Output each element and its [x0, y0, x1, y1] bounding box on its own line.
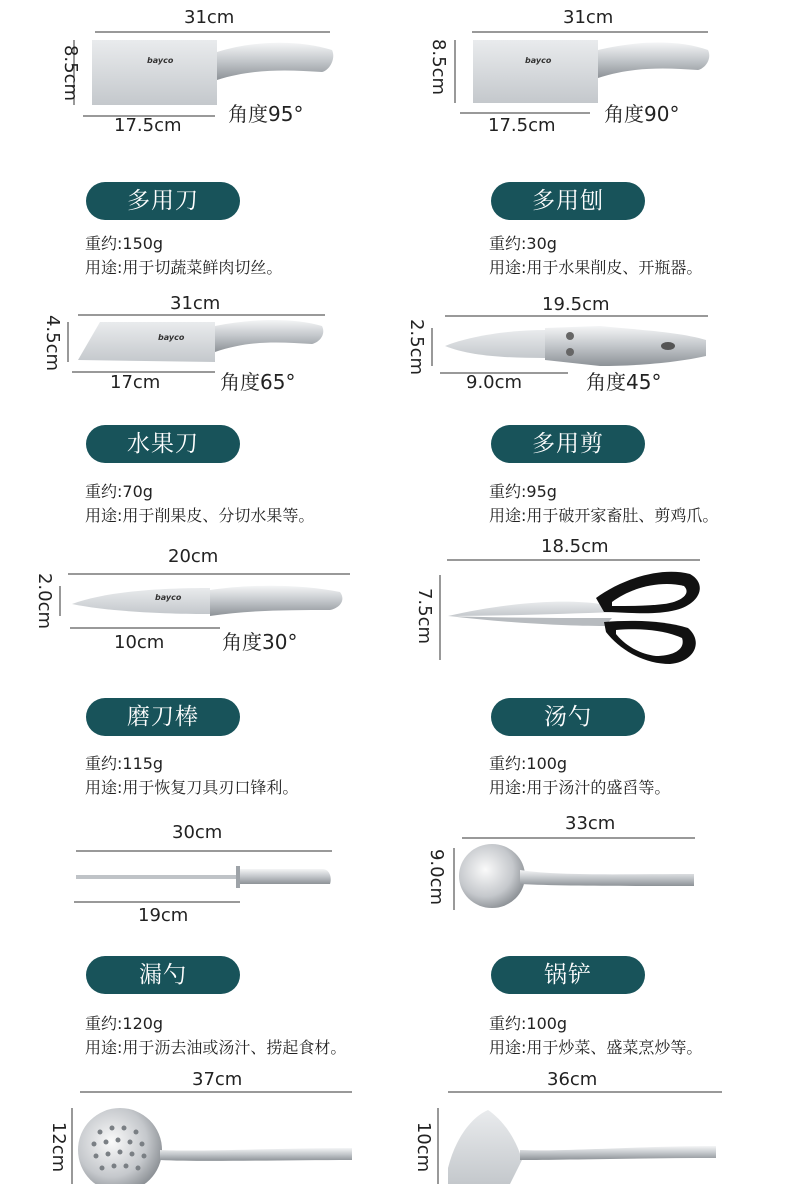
item8-usage: 用途:用于炒菜、盛菜烹炒等。 [489, 1038, 703, 1057]
pill-item6-name: 汤勺 [491, 698, 645, 736]
item3-info [85, 480, 314, 528]
item1-weight: 重约:150g [85, 234, 164, 253]
item1-length: 31cm [184, 7, 235, 28]
cleaver-image-right [473, 40, 709, 103]
pill-item7-name: 漏勺 [86, 956, 240, 994]
turner-image [448, 1110, 716, 1184]
bottom-right-height: 10cm [413, 1121, 434, 1173]
pill-item3-name: 水果刀 [86, 425, 240, 463]
brand-logo: bayco [158, 333, 185, 342]
item5-blade-length: 10cm [114, 632, 165, 653]
item8-length: 33cm [565, 813, 616, 834]
item8-weight: 重约:100g [489, 1014, 568, 1033]
item8-info [489, 1012, 702, 1060]
item3-height: 4.5cm [42, 314, 63, 372]
item4-usage: 用途:用于破开家畜肚、剪鸡爪。 [489, 506, 719, 525]
item5-height: 2.0cm [34, 572, 55, 630]
bottom-right-length: 36cm [547, 1069, 598, 1090]
item8-height: 9.0cm [426, 848, 447, 906]
item2-angle: 角度90° [604, 102, 680, 126]
item5-info [85, 752, 298, 800]
item6-length: 18.5cm [541, 536, 609, 557]
item2-weight: 重约:30g [489, 234, 557, 253]
bottom-left-height: 12cm [48, 1121, 69, 1173]
item3-blade-length: 17cm [110, 372, 161, 393]
item7-info [85, 1012, 346, 1060]
item1-angle: 角度95° [228, 102, 304, 126]
item6-info [489, 752, 670, 800]
item2-info [489, 232, 702, 280]
item5-weight: 重约:115g [85, 754, 164, 773]
item3-length: 31cm [170, 293, 221, 314]
santoku-image [78, 320, 323, 362]
brand-logo: bayco [155, 593, 182, 602]
item1-info [85, 232, 282, 280]
item2-height: 8.5cm [428, 38, 449, 96]
pill-item8-name: 锅铲 [491, 956, 645, 994]
item7-usage: 用途:用于沥去油或汤汁、捞起食材。 [85, 1038, 347, 1057]
item6-usage: 用途:用于汤汁的盛舀等。 [489, 778, 671, 797]
brand-logo: bayco [525, 56, 552, 65]
soup-ladle-image [459, 844, 694, 908]
pill-item4-name: 多用剪 [491, 425, 645, 463]
brand-logo: bayco [147, 56, 174, 65]
item4-weight: 重约:95g [489, 482, 557, 501]
item4-info [489, 480, 718, 528]
pill-item5-name: 磨刀棒 [86, 698, 240, 736]
item3-angle: 角度65° [220, 370, 296, 394]
item4-angle: 角度45° [586, 370, 662, 394]
item7-blade-length: 19cm [138, 905, 189, 926]
item4-blade-length: 9.0cm [466, 372, 523, 393]
item3-weight: 重约:70g [85, 482, 153, 501]
scissors-image [448, 572, 700, 664]
paring-knife-image [72, 586, 342, 616]
cleaver-image-left [92, 40, 333, 105]
pill-item1-name: 多用刀 [86, 182, 240, 220]
item6-weight: 重约:100g [489, 754, 568, 773]
item1-height: 8.5cm [60, 44, 81, 102]
peeler-image [445, 326, 706, 366]
item7-length: 30cm [172, 822, 223, 843]
item6-height: 7.5cm [414, 587, 435, 645]
item5-length: 20cm [168, 546, 219, 567]
item5-usage: 用途:用于恢复刀具刃口锋利。 [85, 778, 299, 797]
sharpening-rod-image [76, 866, 331, 888]
item7-weight: 重约:120g [85, 1014, 164, 1033]
skimmer-image [78, 1108, 352, 1184]
item4-length: 19.5cm [542, 294, 610, 315]
item2-length: 31cm [563, 7, 614, 28]
item5-angle: 角度30° [222, 630, 298, 654]
item1-blade-length: 17.5cm [114, 115, 182, 136]
bottom-left-length: 37cm [192, 1069, 243, 1090]
item2-usage: 用途:用于水果削皮、开瓶器。 [489, 258, 703, 277]
item4-height: 2.5cm [406, 318, 427, 376]
item2-blade-length: 17.5cm [488, 115, 556, 136]
item1-usage: 用途:用于切蔬菜鲜肉切丝。 [85, 258, 283, 277]
item3-usage: 用途:用于削果皮、分切水果等。 [85, 506, 315, 525]
pill-item2-name: 多用刨 [491, 182, 645, 220]
